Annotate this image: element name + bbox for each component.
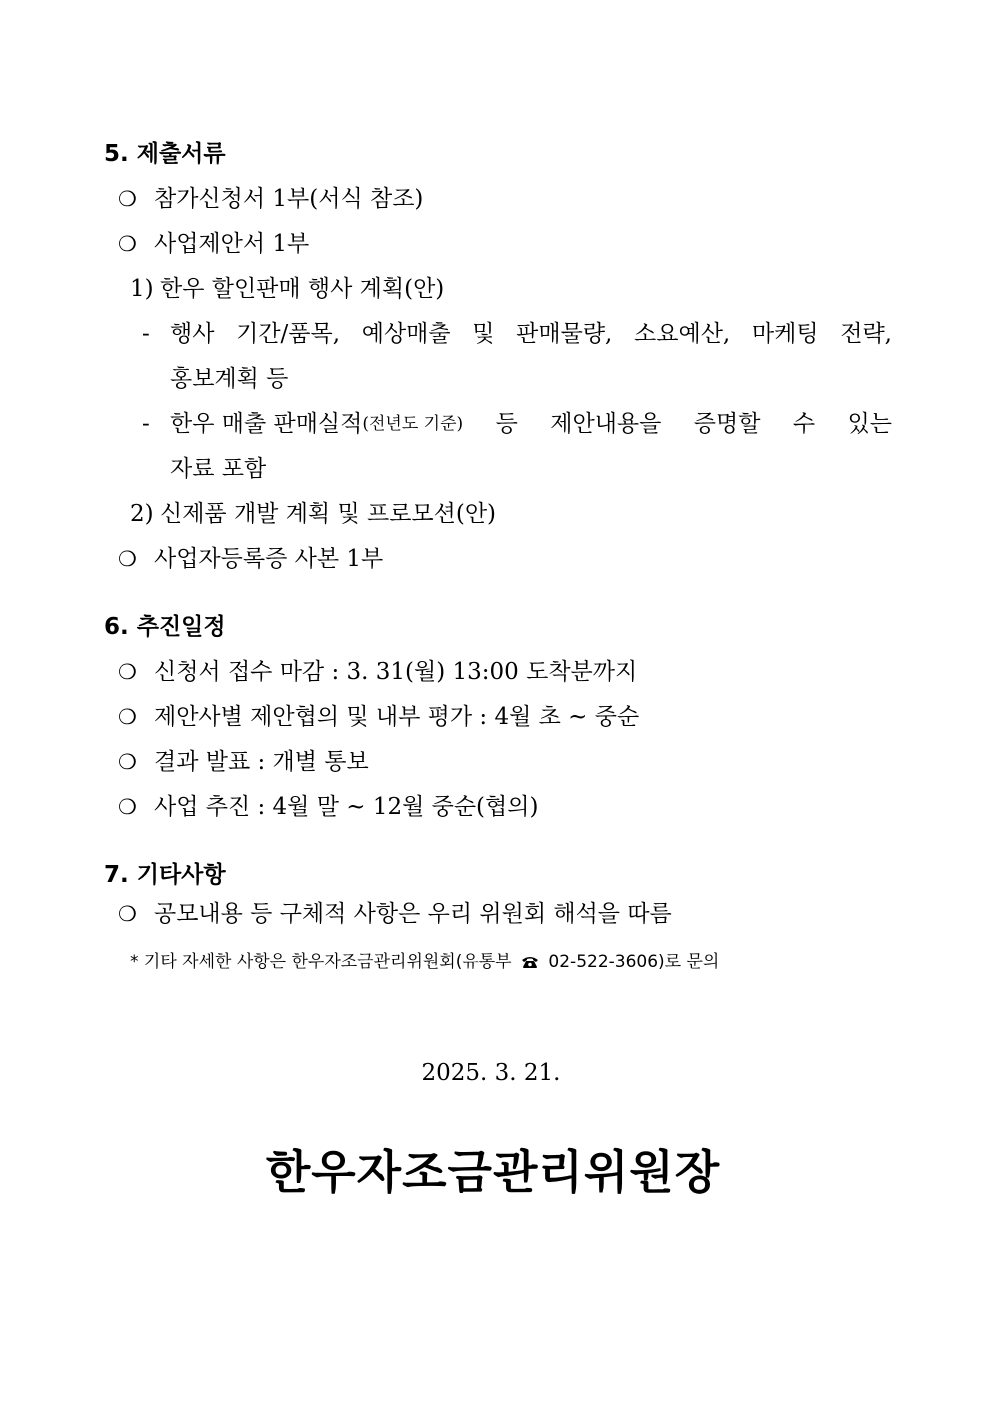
list-item [118, 747, 369, 777]
list-item-text: 신청서 접수 마감 : 3. 31(월) 13:00 도착분까지 [154, 659, 638, 685]
section-6-title: 6. 추진일정 [104, 614, 226, 640]
section-5-title: 5. 제출서류 [104, 141, 226, 167]
detail-text-continued: 홍보계획 등 [170, 366, 289, 392]
list-item-text: 사업 추진 : 4월 말 ~ 12월 중순(협의) [154, 794, 539, 820]
list-item-text: 공모내용 등 구체적 사항은 우리 위원회 해석을 따름 [154, 901, 672, 927]
detail-text-continued: 자료 포함 [170, 456, 267, 482]
sub-item-number: 1) [130, 276, 154, 302]
section-7-title: 7. 기타사항 [104, 862, 226, 888]
document-date: 2025. 3. 21. [421, 1060, 561, 1086]
circle-bullet-icon: ❍ [118, 750, 137, 774]
circle-bullet-icon: ❍ [118, 187, 137, 211]
contact-note [130, 950, 719, 976]
sub-item-text: 한우 할인판매 행사 계획(안) [160, 276, 445, 302]
detail-text-small: (전년도 기준) [362, 414, 464, 434]
list-item-text: 참가신청서 1부(서식 참조) [154, 186, 424, 212]
circle-bullet-icon: ❍ [118, 660, 137, 684]
list-item [118, 792, 538, 822]
note-phone: 02-522-3606)로 문의 [548, 952, 720, 972]
dash-marker: - [142, 411, 150, 437]
dash-marker: - [142, 321, 150, 347]
list-item [118, 702, 639, 732]
signatory: 한우자조금관리위원장 [265, 1145, 721, 1199]
circle-bullet-icon: ❍ [118, 547, 137, 571]
list-item-text: 제안사별 제안협의 및 내부 평가 : 4월 초 ~ 중순 [154, 704, 640, 730]
circle-bullet-icon: ❍ [118, 232, 137, 256]
detail-item [142, 319, 892, 349]
sub-item [130, 499, 496, 529]
list-item-text: 사업자등록증 사본 1부 [154, 546, 384, 572]
circle-bullet-icon: ❍ [118, 705, 137, 729]
list-item-text: 결과 발표 : 개별 통보 [154, 749, 369, 775]
list-item [118, 899, 672, 929]
detail-item [142, 409, 892, 439]
sub-item-number: 2) [130, 501, 154, 527]
detail-text [170, 409, 892, 439]
detail-text-part: 한우 매출 판매실적 [170, 411, 363, 437]
detail-text-part: 등 제안내용을 증명할 수 있는 [463, 411, 892, 437]
note-text: * 기타 자세한 사항은 한우자조금관리위원회(유통부 [130, 952, 512, 972]
detail-text: 행사 기간/품목, 예상매출 및 판매물량, 소요예산, 마케팅 전략, [170, 321, 892, 347]
list-item [118, 657, 637, 687]
circle-bullet-icon: ❍ [118, 902, 137, 926]
list-item [118, 544, 383, 574]
list-item [118, 184, 423, 214]
sub-item-text: 신제품 개발 계획 및 프로모션(안) [160, 501, 497, 527]
list-item-text: 사업제안서 1부 [154, 231, 310, 257]
circle-bullet-icon: ❍ [118, 795, 137, 819]
sub-item [130, 274, 444, 304]
phone-icon [520, 952, 540, 976]
list-item [118, 229, 309, 259]
